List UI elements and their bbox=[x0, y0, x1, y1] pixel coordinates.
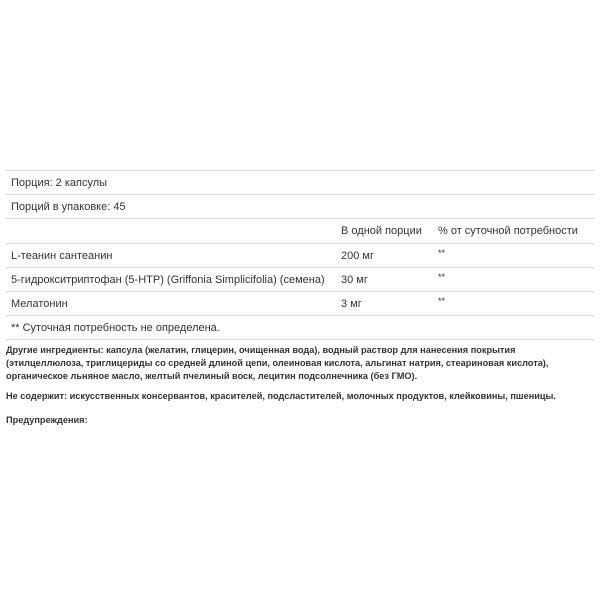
ingredient-name: Мелатонин bbox=[11, 297, 68, 310]
ingredient-amount: 200 мг bbox=[341, 249, 374, 262]
ingredient-daily-value: ** bbox=[438, 271, 446, 282]
footnote-row bbox=[6, 316, 594, 340]
other-ingredients bbox=[6, 344, 594, 383]
ingredient-amount: 30 мг bbox=[341, 273, 368, 286]
servings-per-container: Порций в упаковке: 45 bbox=[11, 200, 126, 213]
does-not-contain bbox=[6, 390, 594, 403]
servings-per-container-row bbox=[6, 195, 594, 219]
warnings-heading: Предупреждения: bbox=[6, 415, 88, 425]
ingredient-amount: 3 мг bbox=[341, 297, 362, 310]
other-ingredients-text: Другие ингредиенты: капсула (желатин, глицерин, очищенная вода), водный раствор для нанесения покрытия (этилцеллюлоза, триглицериды со средней длиной цепи, олеиновая кислота, альгинат натрия, стеариновая кислота), органическое льняное масло, желтый пчелиный воск, лецитин подсолнечника (без ГМО). bbox=[6, 345, 549, 381]
ingredient-name: L-теанин сантеанин bbox=[11, 249, 113, 262]
does-not-contain-text: Не содержит: искусственных консервантов, красителей, подсластителей, молочных продуктов, клейковины, пшеницы. bbox=[6, 391, 556, 401]
table-row bbox=[6, 268, 594, 292]
header-daily-value: % от суточной потребности bbox=[438, 225, 578, 237]
header-amount: В одной порции bbox=[341, 225, 422, 237]
footnote: ** Суточная потребность не определена. bbox=[11, 321, 220, 334]
table-row bbox=[6, 292, 594, 316]
ingredient-name: 5-гидрокситриптофан (5-HTP) (Griffonia Simplicifolia) (семена) bbox=[11, 273, 325, 286]
serving-size-row bbox=[6, 171, 594, 195]
supplement-facts-table bbox=[6, 170, 594, 340]
serving-size: Порция: 2 капсулы bbox=[11, 176, 108, 189]
ingredient-daily-value: ** bbox=[438, 247, 446, 258]
table-row bbox=[6, 244, 594, 268]
warnings bbox=[6, 414, 594, 427]
table-header-row bbox=[6, 219, 594, 244]
ingredient-daily-value: ** bbox=[438, 295, 446, 306]
